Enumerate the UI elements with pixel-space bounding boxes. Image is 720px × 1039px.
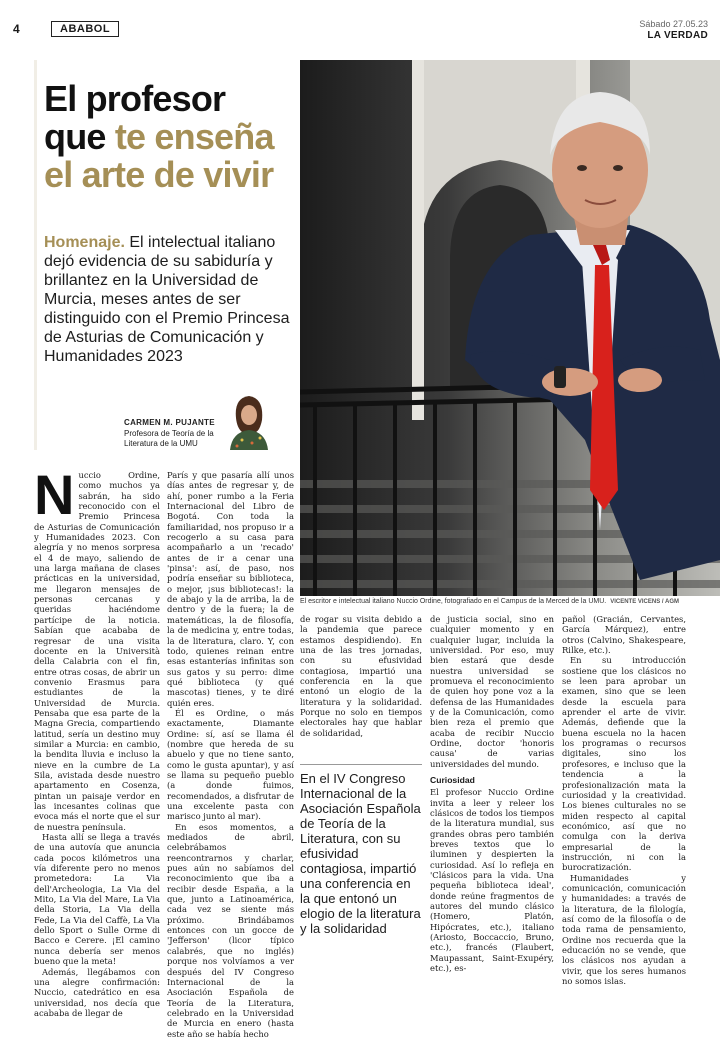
- caption-text: El escritor e intelectual italiano Nuccio Ordine, fotografiado en el Campus de la Merced de la UMU.: [300, 598, 607, 605]
- lead-text: El intelectual italiano dejó evidencia de su sabiduría y brillantez en la Universidad de Murcia, meses antes de ser distinguido con el Premio Princesa de Asturias de Comunicación y Humanidades 2023: [44, 234, 290, 365]
- author-byline: [124, 418, 234, 449]
- title-line-1: El profesor: [44, 78, 226, 119]
- article-lead: [44, 233, 294, 366]
- body-column-2: [167, 470, 294, 1039]
- title-line-3: el arte de vivir: [44, 154, 274, 195]
- lead-kicker: Homenaje.: [44, 234, 125, 251]
- title-line-2: [44, 118, 304, 156]
- author-photo: [222, 388, 276, 450]
- paragraph: de justicia social, sino en cualquier momento y en cualquier lugar, incluida la universidad. Por eso, muy bien estará que desde nuestra universidad se promueva el reconocimiento de quien hoy pone voz a la defensa de las Humanidades y de la Comunicación, como bien reza el premio que acaba de recibir Nuccio Ordine, doctor 'honoris causa' de varias universidades del mundo.: [430, 614, 554, 769]
- paragraph: En esos momentos, a mediados de abril, celebrábamos reencontrarnos y charlar, pues aún no sabíamos del reconocimiento que iba a recibir desde España, a la que, junto a Latinoamérica, cada vez se siente más próximo. Brindábamos entonces con un gocce de 'Jefferson' (licor típico calabrés, que no inglés) porque nos volvíamos a ver después del IV Congreso Internacional de la Asociación Española de Teoría de la Literatura, celebrado en la Universidad de Murcia en enero (hasta este año se había hecho: [167, 821, 294, 1039]
- title-line-2-accent: te enseña: [114, 116, 274, 157]
- issue-date: Sábado 27.05.23: [639, 19, 708, 29]
- paragraph: París y que pasaría allí unos días antes de regresar y, de ahí, poner rumbo a la Feria Internacional del Libro de Bogotá. Con toda la familiaridad, nos propuso ir a recogerlo a su casa para acompañarlo a un 'recado' antes de ir a cenar una 'pinsa': así, de paso, nos podría enseñar su biblioteca, o mejor, ¡sus bibliotecas!: la de abajo y la de arriba, la de dentro y de la fuera; la de matemáticas, la de filosofía, la de medicina y, entre todas, la de literatura, claro. Y, con todo, quienes reinan entre esas estanterías infinitas son sus gatos y su perro: dime qué biblioteca (y qué mascotas) tienes, y te diré quién eres.: [167, 470, 294, 708]
- main-photo: [300, 60, 720, 596]
- paragraph: Además, llegábamos con una alegre confirmación: Nuccio, catedrático en esa universidad, nos decía que acababa de llegar de: [34, 966, 160, 1018]
- article-title: [44, 80, 304, 194]
- paragraph: Humanidades y comunicación, comunicación y humanidades: a través de la literatura, de la filología, así como de la filosofía o de toda rama de pensamiento, Ordine nos recuerda que la educación no se vende, que los clásicos nos ayudan a vivir, que los seres humanos no somos islas.: [562, 872, 686, 987]
- page-number: 4: [13, 22, 20, 36]
- paragraph: uccio Ordine, como muchos ya sabrán, ha sido reconocido con el Premio Princesa de Asturias de Comunicación y Humanidades 2023. Con alegría y no menos sorpresa el 4 de mayo, saliendo de una larga mañana de clases prácticas en la universidad, me llegaron mensajes de personas cercanas y queridas haciéndome partícipe de la noticia. Sabían que acababa de regresar de una visita docente en la Università della Calabria con el fin, entre otras cosas, de abrir un convenio Erasmus para estudiantes de la Universidad de Murcia. Pensaba que esa parte de la Magna Grecia, compartiendo latitud, sería un destino muy similar a Murcia: en cambio, la bendita lluvia e incluso la nieve en la cumbre de La Sila, avistada desde nuestro apartamento en Cosenza, pintan un paisaje verdor en las incesantes colinas que evoca más el norte que el sur de nuestra península.: [34, 470, 160, 832]
- section-label: ABABOL: [51, 21, 119, 37]
- author-name: CARMEN M. PUJANTE: [124, 418, 215, 427]
- title-line-2-plain: que: [44, 116, 115, 157]
- paragraph: Hasta allí se llega a través de una autovía que anuncia cada pocos kilómetros una vía diferente pero no menos prometedora: La Via dell'Archeologia, La Via del Mito, La Via del Mare, La Via della Storia, La Via della Fede, La Via del Caffè, La Via dello Sport o Sulle Orme di Bacco e Cerere. ¡El camino nunca debería ser menos bueno que la meta!: [34, 832, 160, 967]
- paragraph: Él es Ordine, o más exactamente, Diamante Ordine: sí, así se llama él (nombre que hereda de su abuelo y que no tiene santo, como le gusta apuntar), y así se llama su pequeño pueblo (a donde fuimos, recomendados, a disfrutar de una excelente pasta con marisco junto al mar).: [167, 707, 294, 822]
- author-role: Profesora de Teoría de la Literatura de la UMU: [124, 429, 214, 448]
- pull-quote: En el IV Congreso Internacional de la Asociación Española de Teoría de la Literatura, con su efusividad contagiosa, impartió una conferencia en la que entonó un elogio de la literatura y la solidaridad: [300, 764, 422, 936]
- newspaper-name: LA VERDAD: [647, 30, 708, 41]
- body-column-1: [34, 463, 160, 1018]
- paragraph: de rogar su visita debido a la pandemia que parece estamos despidiendo). En una de las tres jornadas, con su efusividad contagiosa, impartió una conferencia en la que entonó un elogio de la literatura y la solidaridad. Porque no solo en tiempos electorales hay que hablar de solidaridad,: [300, 614, 422, 738]
- photo-credit: VICENTE VICENS / AGM: [610, 599, 680, 605]
- body-column-3: [300, 614, 422, 738]
- subheading: Curiosidad: [430, 775, 475, 786]
- photo-caption: [300, 598, 718, 605]
- drop-cap: N: [34, 463, 75, 526]
- paragraph: pañol (Gracián, Cervantes, García Márquez), entre otros (Calvino, Shakespeare, Rilke, etc.).: [562, 614, 686, 656]
- paragraph: El profesor Nuccio Ordine invita a leer y releer los clásicos de todos los tiempos de la literatura mundial, sus grandes obras pero también breves textos que lo iluminen y despierten la curiosidad. Así lo refleja en 'Clásicos para la vida. Una pequeña biblioteca ideal', donde reúne fragmentos de autores del mundo clásico (Homero, Platón, Hipócrates, etc.), italiano (Ariosto, Boccaccio, Bruno, etc.), francés (Flaubert, Maupassant, Saint-Exupéry, etc.), es-: [430, 787, 554, 973]
- body-column-4: [430, 614, 554, 973]
- paragraph: En su introducción sostiene que los clásicos no se leen para aprobar un examen, sino que se leen desde la escuela para aprender el arte de vivir. Además, defiende que la buena escuela no la hacen los programas o recursos digitales, sino los profesores, e incluso que la tendencia a la profesionalización mata la curiosidad y la creatividad. Los bienes culturales no se miden respecto al capital económico, así que no comulga con la deriva empresarial de la instrucción, ni con la burocratización.: [562, 655, 686, 873]
- body-column-5: [562, 614, 686, 986]
